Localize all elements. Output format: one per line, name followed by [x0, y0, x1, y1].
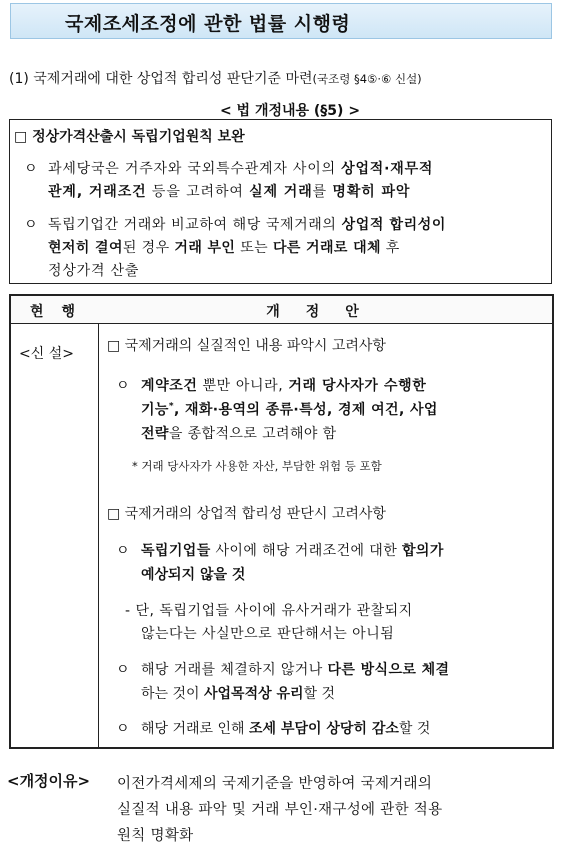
bullet-marker: ㅇ	[24, 161, 38, 177]
bullet2-line3: 정상가격 산출	[48, 263, 140, 279]
title-banner	[10, 3, 552, 39]
block1-line1: 계약조건 뿐만 아니라, 거래 당사자가 수행한	[141, 378, 427, 394]
current-cell: <신 설>	[19, 346, 74, 362]
section-heading	[9, 68, 422, 88]
bullet1-line2: 관계, 거래조건 등을 고려하여 실제 거래를 명확히 파악	[48, 184, 411, 200]
block2-bullet3-line1: 해당 거래로 인해 조세 부담이 상당히 감소할 것	[141, 721, 431, 737]
column-divider	[98, 296, 99, 747]
header-current: 현행	[29, 304, 94, 320]
block2-dash-line2: 않는다는 사실만으로 판단해서는 아니됨	[141, 626, 395, 642]
bullet2-line1: 독립기업간 거래와 비교하여 해당 국제거래의 상업적 합리성이	[48, 217, 446, 233]
block1-footnote: * 거래 당사자가 사용한 자산, 부담한 위험 등 포함	[132, 459, 382, 473]
block2-bullet1-line2: 예상되지 않을 것	[141, 567, 246, 583]
reason-line3: 원칙 명확화	[117, 828, 194, 844]
block1-title: □ 국제거래의 실질적인 내용 파악시 고려사항	[107, 338, 386, 354]
header-proposed: 개정안	[266, 304, 385, 320]
block1-line2: 기능*, 재화·용역의 종류·특성, 경제 여건, 사업	[141, 401, 438, 418]
table-header-row	[11, 296, 552, 324]
bullet-marker: ㅇ	[116, 662, 130, 678]
bullet-marker: ㅇ	[24, 217, 38, 233]
bullet-marker: ㅇ	[116, 721, 130, 737]
reason-line1: 이전가격세제의 국제기준을 반영하여 국제거래의	[117, 776, 433, 792]
section-reference: (국조령 §4⑤·⑥ 신설)	[312, 72, 422, 86]
page-title: 국제조세조정에 관한 법률 시행령	[65, 13, 351, 35]
reason-label: <개정이유>	[7, 772, 91, 790]
block2-dash-line1: - 단, 독립기업들 사이에 유사거래가 관찰되지	[125, 603, 413, 619]
bullet-marker: ㅇ	[116, 543, 130, 559]
block2-bullet2-line2: 하는 것이 사업목적상 유리할 것	[141, 686, 336, 702]
block2-title: □ 국제거래의 상업적 합리성 판단시 고려사항	[107, 506, 386, 522]
comparison-table	[9, 294, 554, 749]
amendment-box	[9, 119, 552, 284]
box-title: □ 정상가격산출시 독립기업원칙 보완	[14, 129, 245, 145]
amendment-subheading: < 법 개정내용 (§5) >	[219, 103, 361, 119]
bullet-marker: ㅇ	[116, 378, 130, 394]
reason-line2: 실질적 내용 파악 및 거래 부인·재구성에 관한 적용	[117, 802, 443, 818]
bullet2-line2: 현저히 결여된 경우 거래 부인 또는 다른 거래로 대체 후	[48, 240, 400, 256]
block2-bullet1-line1: 독립기업들 사이에 해당 거래조건에 대한 합의가	[141, 543, 444, 559]
block2-bullet2-line1: 해당 거래를 체결하지 않거나 다른 방식으로 체결	[141, 662, 450, 678]
section-heading-text: (1) 국제거래에 대한 상업적 합리성 판단기준 마련	[9, 71, 313, 87]
block1-line3: 전략을 종합적으로 고려해야 함	[141, 426, 337, 442]
bullet1-line1: 과세당국은 거주자와 국외특수관계자 사이의 상업적·재무적	[48, 161, 434, 177]
